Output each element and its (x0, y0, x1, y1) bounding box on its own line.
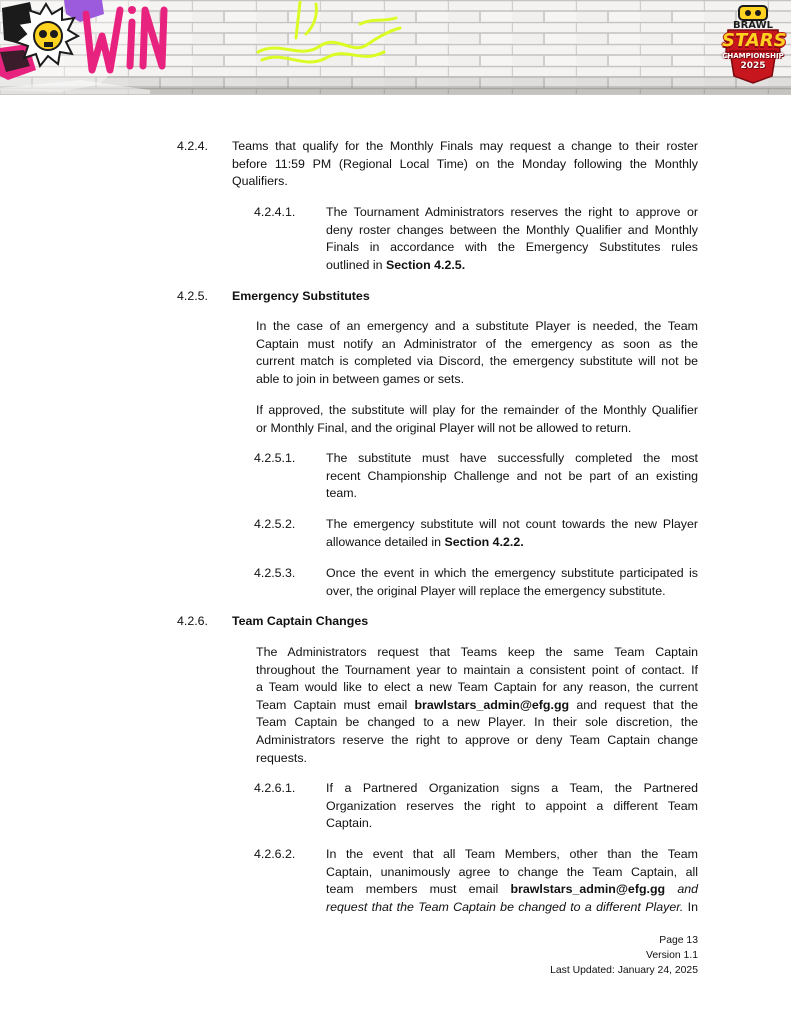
logo-text-championship: CHAMPIONSHIP (722, 52, 784, 60)
section-reference: Section 4.2.5. (385, 257, 466, 272)
section-number-4-2-5-3: 4.2.5.3. (254, 566, 296, 580)
section-4-2-4-text (232, 138, 698, 191)
text-line: recent Championship Challenge and not be part of an existing (326, 468, 698, 483)
section-4-2-6-2-text (326, 846, 698, 916)
text-line: Qualifiers. (232, 174, 288, 189)
text-line: requests. (256, 750, 307, 765)
text-line (256, 697, 698, 715)
text-span: and request that the (569, 697, 698, 712)
text-line (326, 899, 698, 917)
text-line: In the event that all Team Members, other than the Team (326, 847, 698, 861)
section-number-4-2-4-1: 4.2.4.1. (254, 205, 296, 219)
text-line: The substitute must have successfully completed the most (326, 451, 698, 465)
section-number-4-2-6-1: 4.2.6.1. (254, 781, 296, 795)
version-label: Version 1.1 (646, 950, 698, 961)
text-line: Teams that qualify for the Monthly Finals may request a change to their roster (232, 139, 698, 153)
text-line: before 11:59 PM (Regional Local Time) on the Monday following the Monthly (232, 156, 698, 171)
text-line: throughout the Tournament year to maintain a consistent point of contact. If (256, 662, 698, 677)
text-line: In the case of an emergency and a substitute Player is needed, the Team (256, 319, 698, 333)
text-line: or Monthly Final, and the original Player will not be allowed to return. (256, 420, 632, 435)
text-line: The emergency substitute will not count towards the new Player (326, 517, 698, 531)
text-line: If a Partnered Organization signs a Team, the Partnered (326, 781, 698, 795)
section-number-4-2-5-2: 4.2.5.2. (254, 517, 296, 531)
section-number-4-2-5: 4.2.5. (177, 289, 209, 303)
text-line: deny roster changes between the Monthly Qualifier and Monthly (326, 222, 698, 237)
text-line: Finals in accordance with the Emergency Substitutes rules (326, 240, 698, 255)
footer (550, 933, 698, 978)
text-line: Captain must notify an Administrator of the emergency as soon as the (256, 336, 698, 351)
text-line (326, 257, 698, 275)
logo-text-stars: STARS (722, 30, 787, 51)
logo-text-brawl: BRAWL (732, 20, 773, 31)
section-4-2-4-1-text (326, 204, 698, 274)
text-span-italic: and (665, 882, 698, 897)
header-banner (0, 0, 791, 95)
text-line: The Administrators request that Teams keep the same Team Captain (256, 645, 698, 659)
text-line: current match is completed via Discord, the emergency substitute will not be (256, 354, 698, 369)
text-span: outlined in (326, 257, 386, 272)
section-heading-team-captain-changes: Team Captain Changes (232, 614, 369, 628)
brawl-stars-championship-logo (722, 4, 787, 86)
section-4-2-5-para1 (256, 318, 698, 388)
section-4-2-5-1-text (326, 450, 698, 503)
text-line: Organization reserves the right to appoint a different Team (326, 798, 698, 813)
text-line: If approved, the substitute will play for the remainder of the Monthly Qualifier (256, 403, 698, 417)
section-4-2-6-1-text (326, 780, 698, 833)
text-line: Captain. (326, 816, 373, 831)
section-4-2-5-3-text (326, 565, 698, 600)
text-span: In (683, 899, 699, 914)
text-line: able to join in between games or sets. (256, 371, 465, 386)
section-reference: Section 4.2.2. (444, 534, 524, 549)
text-span: team members must email (326, 882, 511, 897)
text-line: team. (326, 486, 357, 501)
text-span: Team Captain must email (256, 697, 415, 712)
section-heading-emergency-substitutes: Emergency Substitutes (232, 289, 370, 303)
admin-email: brawlstars_admin@efg.gg (414, 697, 570, 712)
text-line: Administrators reserve the right to approve or deny Team Captain change (256, 732, 698, 747)
text-line: Captain, unanimously agree to change the Team Captain, all (326, 864, 698, 879)
section-4-2-5-2-text (326, 516, 698, 551)
logo-text-year: 2025 (740, 61, 766, 71)
section-number-4-2-4: 4.2.4. (177, 139, 209, 153)
admin-email: brawlstars_admin@efg.gg (510, 882, 666, 897)
page-number: Page 13 (659, 935, 698, 946)
section-number-4-2-6: 4.2.6. (177, 614, 209, 628)
last-updated-label: Last Updated: January 24, 2025 (550, 965, 698, 976)
brick-wall-graphic (0, 0, 791, 94)
text-line: over, the original Player will replace the emergency substitute. (326, 583, 666, 598)
text-line (326, 881, 698, 899)
section-4-2-6-para (256, 644, 698, 767)
text-line: Team Captain be changed to a new Player. In their sole discretion, the (256, 715, 698, 730)
section-4-2-5-para2 (256, 402, 698, 437)
section-number-4-2-6-2: 4.2.6.2. (254, 847, 296, 861)
text-line: The Tournament Administrators reserves the right to approve or (326, 205, 698, 219)
text-span: allowance detailed in (326, 534, 445, 549)
section-number-4-2-5-1: 4.2.5.1. (254, 451, 296, 465)
text-line: Once the event in which the emergency substitute participated is (326, 566, 698, 580)
text-span-italic: request that the Team Captain be changed to a different Player. (326, 899, 684, 914)
text-line (326, 534, 698, 552)
text-line: a Team would like to elect a new Team Captain for any reason, the current (256, 680, 698, 695)
